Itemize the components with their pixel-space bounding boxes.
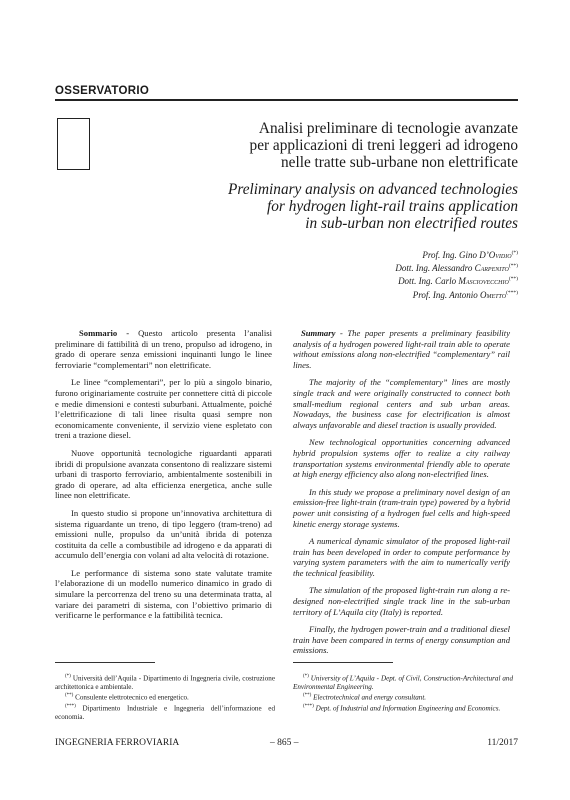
abstract-paragraph: Sommario - Questo articolo presenta l’analisi preliminare di fattibilità di un treno, propulso ad idrogeno, in grado di operare senza emissioni inquinanti lungo le linee ferroviarie “complementari” non elettrificate. <box>55 328 272 370</box>
title-it-line: per applicazioni di treni leggeri ad idrogeno <box>249 137 518 154</box>
abstract-paragraph: A numerical dynamic simulator of the proposed light-rail train has been developed in order to compute performance by varying system parameters with the aim to numerically verify the technical feasibility. <box>293 536 510 578</box>
footnote: (***) Dept. of Industrial and Information Engineering and Economics. <box>303 703 501 713</box>
page-number: – 865 – <box>270 738 299 748</box>
footnote: (***) Dipartimento Industriale e Ingegneria dell’informazione ed economia. <box>55 703 275 721</box>
journal-name: INGEGNERIA FERROVIARIA <box>55 738 180 748</box>
abstract-paragraph: The simulation of the proposed light-train run along a re-designed non-electrified single track line in the sub-urban territory of L’Aquila city (Italy) is reported. <box>293 585 510 617</box>
author-list <box>395 248 518 301</box>
title-en-line: Preliminary analysis on advanced technologies <box>227 181 518 198</box>
footnote: (*) University of L’Aquila - Dept. of Civil, Construction-Architectural and Environmental Engineering. <box>293 674 513 691</box>
issue-date: 11/2017 <box>487 738 518 748</box>
abstract-italian <box>55 328 272 628</box>
footnote: (*) Università dell’Aquila - Dipartimento di Ingegneria civile, costruzione architettonica e ambientale. <box>55 674 275 691</box>
abstract-paragraph: Finally, the hydrogen power-train and a traditional diesel train have been compared in terms of energy consumption and emissions. <box>293 624 510 656</box>
abstract-paragraph: Le linee “complementari”, per lo più a singolo binario, furono originariamente costruite per connettere città di piccole e medie dimensioni e contesti suburbani. Attualmente, poiché l’elettrificazione di tali linee risulta quasi sempre non economicamente conveniente, il servizio viene espletato con treni a trazione diesel. <box>55 377 272 441</box>
title-italian <box>250 120 518 171</box>
title-english <box>228 181 518 232</box>
abstract-paragraph: Nuove opportunità tecnologiche riguardanti apparati ibridi di propulsione avanzata consentono di realizzare sistemi urbani di trasporto ferroviario, ambientalmente sostenibili in grado di operare, ad alta efficienza energetica, anche sulle linee non elettrificate. <box>55 447 272 501</box>
abstract-paragraph: In questo studio si propone un’innovativa architettura di sistema riguardante un treno, di tipo leggero (tram-treno) ad emissioni nulle, propulso da un’unità ibrida di potenza costituita da celle a combustibile ad idrogeno e da apparati di accumulo dell’energia con volani ad alta velocità di rotazione. <box>55 507 272 561</box>
footnote-rule <box>293 662 393 663</box>
footnotes-italian <box>55 673 275 722</box>
title-it-line: nelle tratte sub-urbane non elettrificate <box>281 154 518 171</box>
author: Dott. Ing. Carlo Masciovecchio(**) <box>398 276 518 287</box>
footnotes-english <box>293 673 513 714</box>
footnote: (**) Consulente elettrotecnico ed energetico. <box>65 693 189 702</box>
empty-frame-box <box>57 118 90 170</box>
title-en-line: in sub-urban non electrified routes <box>305 215 518 232</box>
title-it-line: Analisi preliminare di tecnologie avanzate <box>258 120 518 137</box>
author: Prof. Ing. Antonio Ometto(***) <box>412 289 518 300</box>
author: Prof. Ing. Gino D’Ovidio(*) <box>422 250 518 260</box>
abstract-paragraph: Le performance di sistema sono state valutate tramite l’elaborazione di un modello numerico dinamico in grado di simulare la percorrenza del treno su una determinata tratta, al variare dei parametri di sistema, con l’obiettivo primario di verificarne le performance e la fattibilità tecnica. <box>55 567 272 621</box>
abstract-paragraph: The majority of the “complementary” lines are mostly single track and were originally constructed to connect both small-medium regional centers and sub urban areas. Nowadays, the business case for electrification is almost always unfavorable and diesel traction is usually provided. <box>293 377 510 430</box>
abstract-paragraph: Summary - The paper presents a preliminary feasibility analysis of a hydrogen powered light-rail train able to operate without emissions along non-electrified “complementary” rail lines. <box>293 328 511 370</box>
footnote: (**) Electrotechnical and energy consultant. <box>303 693 427 702</box>
abstract-paragraph: New technological opportunities concerning advanced hybrid propulsion systems offer to realize a city railway transportation systems environmental friendly able to operate at high energy efficiency also along non-electrified lines. <box>293 437 510 480</box>
footnote-rule <box>55 662 155 663</box>
section-header: OSSERVATORIO <box>55 85 150 97</box>
abstract-english <box>293 328 510 663</box>
header-rule <box>55 99 518 101</box>
abstract-paragraph: In this study we propose a preliminary novel design of an emission-free light-train (tram-train type) powered by a hybrid power unit consisting of a hydrogen fuel cells and high-speed kinetic energy storage systems. <box>293 486 510 529</box>
author: Dott. Ing. Alessandro Carpenito(**) <box>395 263 518 274</box>
title-en-line: for hydrogen light-rail trains application <box>267 198 518 215</box>
